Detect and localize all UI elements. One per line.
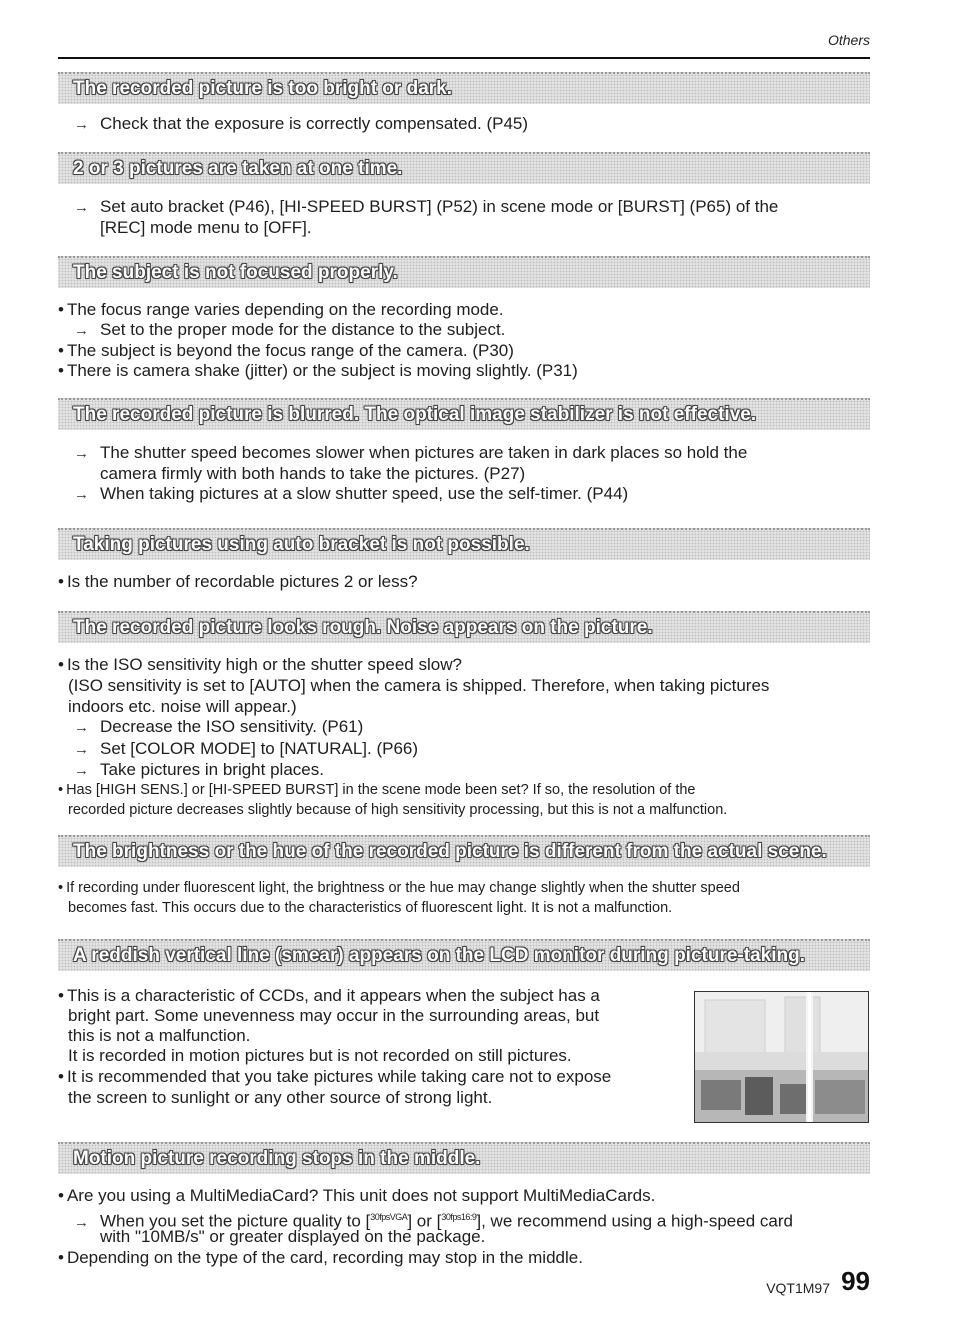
smear-example-image [695,992,869,1123]
manual-page [58,0,870,1341]
section-title: Motion picture recording stops in the middle. [73,1148,481,1169]
text-line: → Set auto bracket (P46), [HI-SPEED BURST] (P52) in scene mode or [BURST] (P65) of the [74,197,779,216]
section-title: The brightness or the hue of the recorded picture is different from the actual scene. [73,841,827,862]
text-line: indoors etc. noise will appear.) [68,697,297,716]
text-line: → When you set the picture quality to [$^{30fpsVGA}$] or [$^{30fps16:9}$], we recommend using a high-speed card [74,1211,793,1231]
text-line: this is not a malfunction. [68,1026,251,1045]
bullet-icon: • [58,300,64,319]
arrow-icon: → [74,199,89,216]
arrow-icon: → [74,486,89,503]
text-line: It is recorded in motion pictures but is not recorded on still pictures. [68,1046,572,1065]
arrow-icon: → [74,1213,89,1231]
bullet-line: • Is the ISO sensitivity high or the shutter speed slow? [58,655,462,674]
bullet-icon: • [58,1248,64,1267]
section-header-hue [58,835,870,867]
text-line: bright part. Some unevenness may occur in the surrounding areas, but [68,1006,600,1025]
text-line: → Decrease the ISO sensitivity. (P61) [74,717,364,736]
bullet-icon: • [58,1067,64,1086]
document-code: VQT1M97 [766,1280,830,1296]
section-header-auto-bracket [58,528,870,560]
smear-example-photo [694,991,869,1123]
bullet-line: • It is recommended that you take pictures while taking care not to expose [58,1067,612,1086]
arrow-icon: → [74,719,89,736]
bullet-icon: • [58,986,64,1005]
section-title: The subject is not focused properly. [73,262,398,283]
arrow-icon: → [74,116,89,133]
text-line: (ISO sensitivity is set to [AUTO] when the camera is shipped. Therefore, when taking pictures [68,676,770,695]
bullet-line: • If recording under fluorescent light, the brightness or the hue may change slightly when the shutter speed [58,880,740,896]
text-line: → The shutter speed becomes slower when pictures are taken in dark places so hold the [74,443,748,462]
text-line: the screen to sunlight or any other source of strong light. [68,1088,493,1107]
section-title: The recorded picture looks rough. Noise appears on the picture. [73,617,653,638]
bullet-line: • There is camera shake (jitter) or the subject is moving slightly. (P31) [58,361,578,380]
bullet-line: • Has [HIGH SENS.] or [HI-SPEED BURST] in the scene mode been set? If so, the resolution of the [58,782,696,798]
bullet-icon: • [58,782,64,798]
section-header-blurred [58,398,870,430]
text-line: → When taking pictures at a slow shutter speed, use the self-timer. (P44) [74,484,629,503]
section-title: 2 or 3 pictures are taken at one time. [73,158,403,179]
bullet-icon: • [58,655,64,674]
quality-icon-widescreen: 30fps16:9 [441,1212,477,1222]
arrow-icon: → [74,762,89,779]
bullet-icon: • [58,341,64,360]
bullet-line: • Is the number of recordable pictures 2 or less? [58,572,418,591]
running-head: Others [827,32,870,48]
bullet-icon: • [58,880,64,896]
bullet-line: • Are you using a MultiMediaCard? This unit does not support MultiMediaCards. [58,1186,656,1205]
text-line: → Check that the exposure is correctly compensated. (P45) [74,114,529,133]
text-line: with "10MB/s" or greater displayed on the package. [100,1227,486,1246]
text-line: becomes fast. This occurs due to the characteristics of fluorescent light. It is not a malfunction. [68,900,673,916]
arrow-icon: → [74,445,89,462]
arrow-icon: → [74,322,89,339]
bullet-icon: • [58,1186,64,1205]
section-header-focus [58,256,870,288]
bullet-line: • The focus range varies depending on the recording mode. [58,300,504,319]
quality-icon-vga: 30fpsVGA [370,1212,408,1222]
text-line: → Set to the proper mode for the distance to the subject. [74,320,506,339]
text-line: recorded picture decreases slightly because of high sensitivity processing, but this is not a malfunction. [68,802,728,818]
text-line: [REC] mode menu to [OFF]. [100,218,312,237]
top-rule [58,57,870,59]
section-header-noise [58,611,870,643]
text-line: → Take pictures in bright places. [74,760,324,779]
section-header-bright-dark [58,72,870,104]
section-header-motion-picture [58,1142,870,1174]
section-header-smear [58,939,870,971]
bullet-line: • This is a characteristic of CCDs, and it appears when the subject has a [58,986,600,1005]
section-title: Taking pictures using auto bracket is not possible. [73,534,530,555]
section-title: The recorded picture is too bright or dark. [73,78,452,99]
section-header-multiple-pictures [58,152,870,184]
bullet-line: • Depending on the type of the card, recording may stop in the middle. [58,1248,583,1267]
bullet-line: • The subject is beyond the focus range of the camera. (P30) [58,341,514,360]
bullet-icon: • [58,572,64,591]
section-title: A reddish vertical line (smear) appears on the LCD monitor during picture-taking. [73,945,805,966]
arrow-icon: → [74,741,89,758]
text-line: → Set [COLOR MODE] to [NATURAL]. (P66) [74,739,419,758]
section-title: The recorded picture is blurred. The optical image stabilizer is not effective. [73,404,757,425]
bullet-icon: • [58,361,64,380]
page-number: 99 [841,1266,870,1296]
text-line: camera firmly with both hands to take the pictures. (P27) [100,464,526,483]
